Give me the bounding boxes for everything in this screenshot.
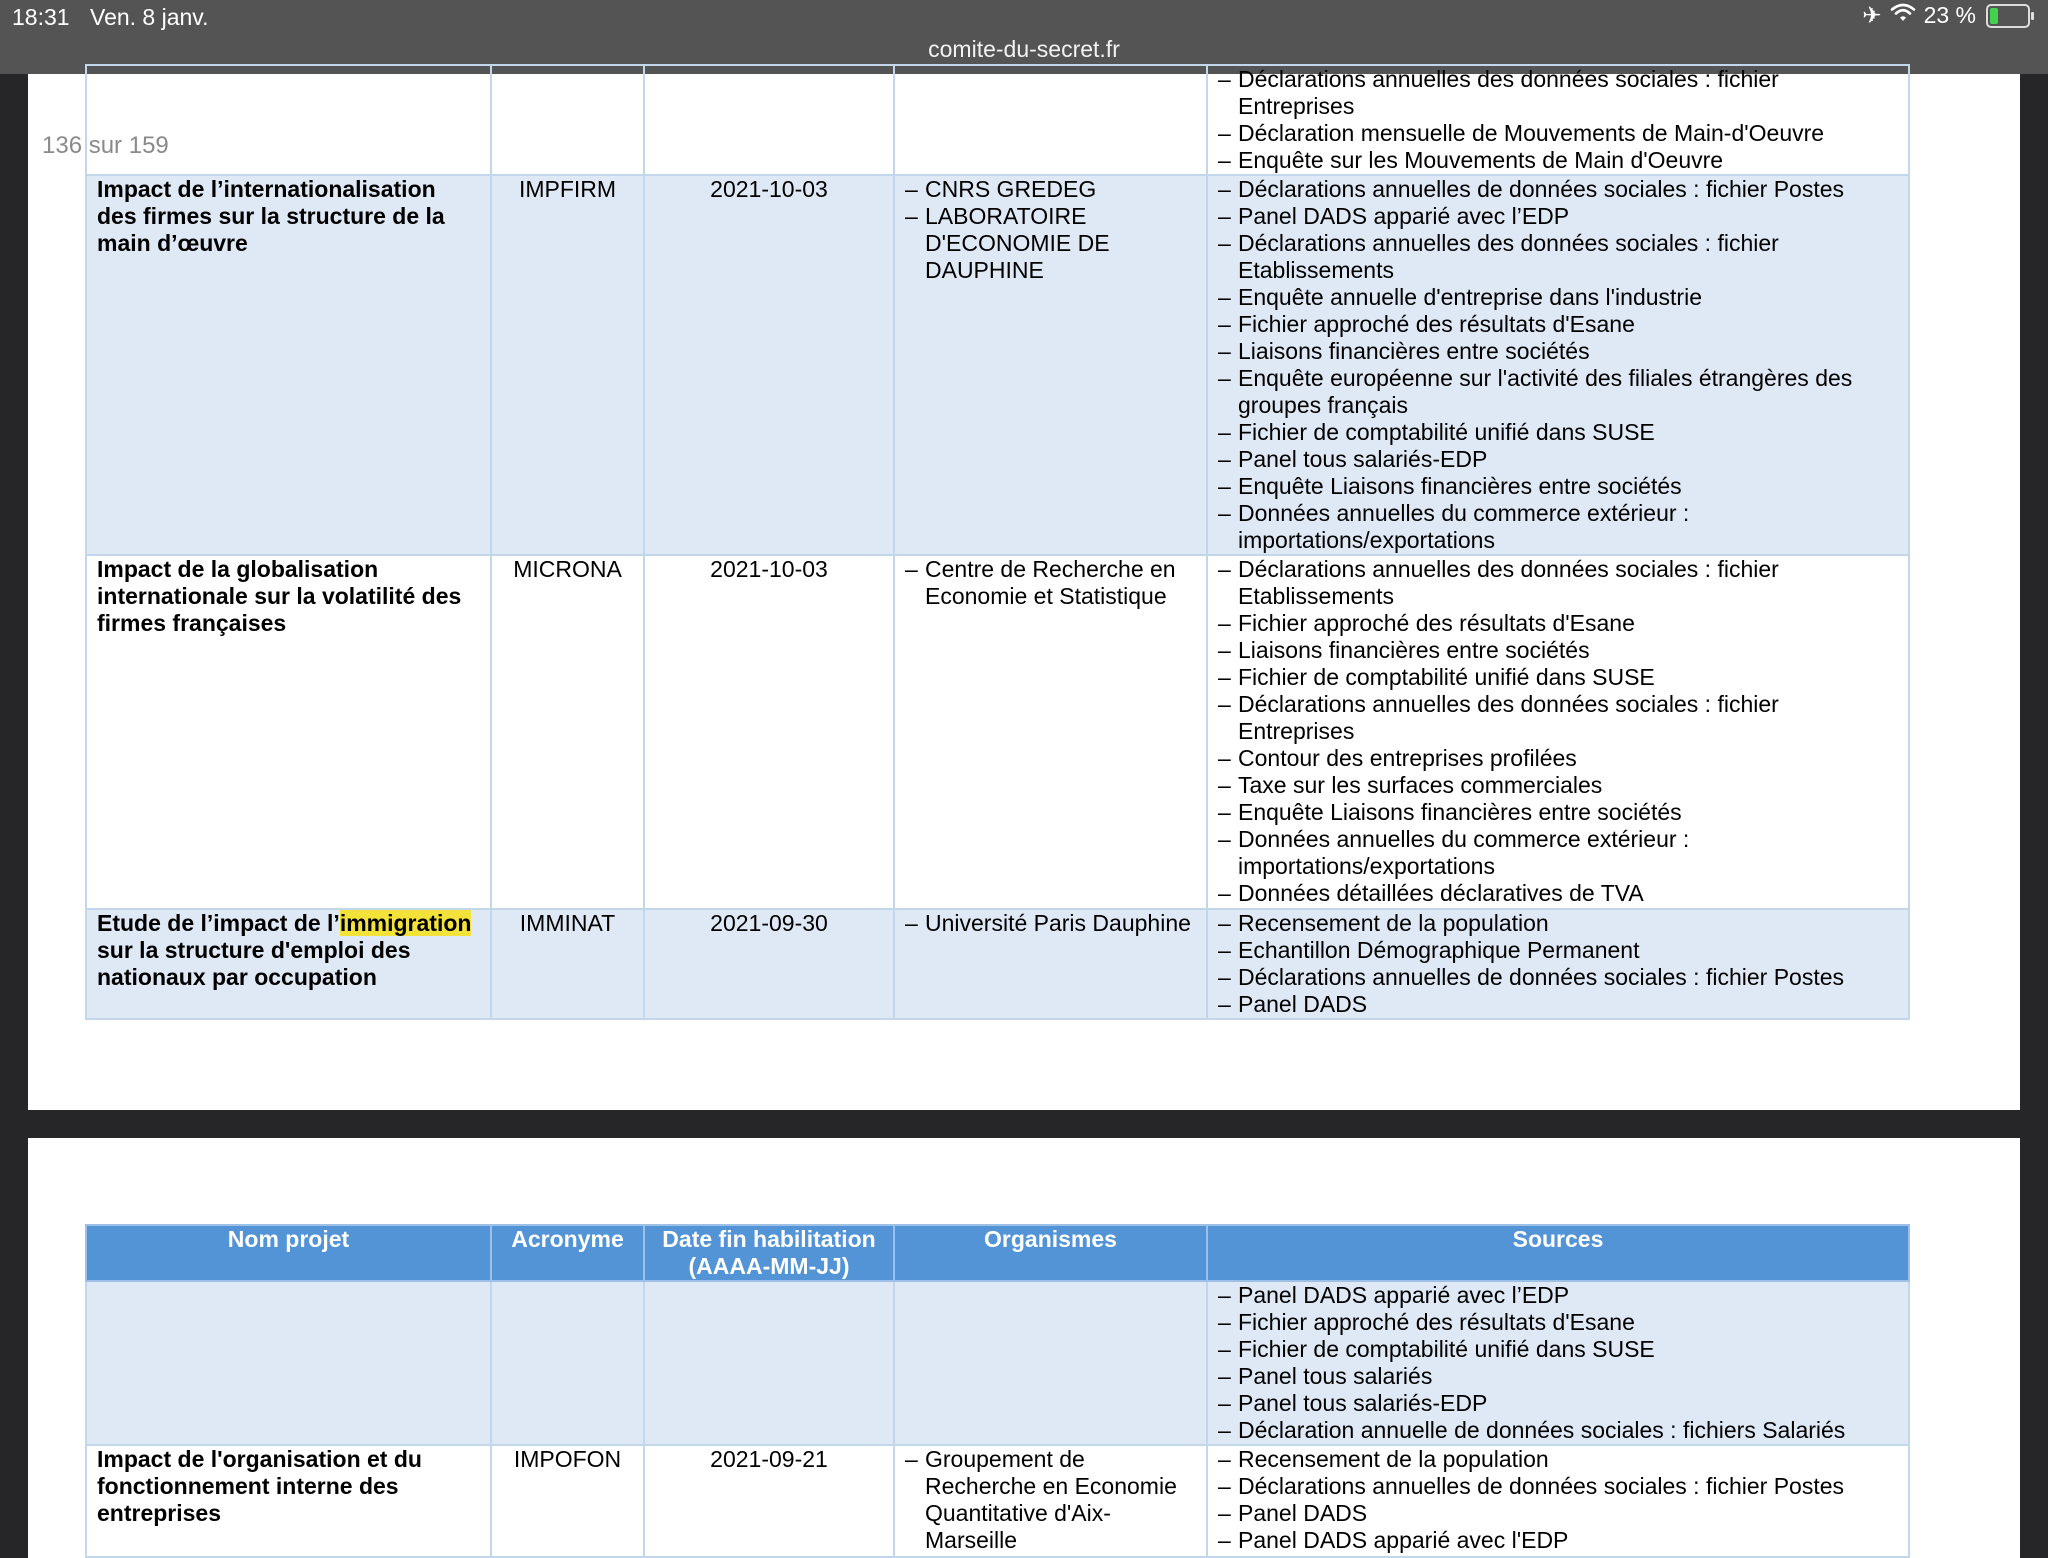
list-item: – CNRS GREDEG (905, 176, 1196, 203)
project-date: 2021-09-21 (644, 1445, 894, 1557)
list-item: – Déclarations annuelles des données sociales : fichier Entreprises (1218, 691, 1898, 745)
list-item: – Données annuelles du commerce extérieur : importations/exportations (1218, 500, 1898, 554)
sources-list (1218, 66, 1898, 174)
header-nom-projet: Nom projet (86, 1225, 491, 1281)
projects-table-page2 (85, 1224, 1910, 1558)
header-sources: Sources (1207, 1225, 1909, 1281)
organismes-cell (894, 909, 1207, 1019)
project-acronym: IMPOFON (491, 1445, 644, 1557)
list-item: – Contour des entreprises profilées (1218, 745, 1898, 772)
project-acronym: MICRONA (491, 555, 644, 909)
list-item: – Enquête annuelle d'entreprise dans l'industrie (1218, 284, 1898, 311)
status-bar (0, 0, 2048, 74)
airplane-icon: ✈ (1862, 2, 1882, 28)
list-item: – Déclarations annuelles des données sociales : fichier Etablissements (1218, 556, 1898, 610)
list-item: – Panel DADS apparié avec l'EDP (1218, 1527, 1898, 1554)
sources-list (1218, 910, 1898, 1018)
list-item: – Données annuelles du commerce extérieur : importations/exportations (1218, 826, 1898, 880)
project-date: 2021-10-03 (644, 555, 894, 909)
sources-cell (1207, 909, 1909, 1019)
list-item: – Fichier de comptabilité unifié dans SUSE (1218, 664, 1898, 691)
table-row (86, 175, 1909, 555)
project-date: 2021-10-03 (644, 175, 894, 555)
project-date: 2021-09-30 (644, 909, 894, 1019)
list-item: – Liaisons financières entre sociétés (1218, 637, 1898, 664)
battery-percent: 23 % (1923, 2, 1976, 28)
list-item: – Fichier de comptabilité unifié dans SUSE (1218, 1336, 1898, 1363)
sources-cell (1207, 1281, 1909, 1445)
header-date-fin: Date fin habilitation (AAAA-MM-JJ) (644, 1225, 894, 1281)
project-name: Impact de la globalisation internationale sur la volatilité des firmes françaises (86, 555, 491, 909)
organismes-list (905, 1446, 1196, 1554)
project-name: Impact de l’internationalisation des firmes sur la structure de la main d’œuvre (86, 175, 491, 555)
list-item: – Panel DADS (1218, 991, 1898, 1018)
table-row (86, 1445, 1909, 1557)
address-bar-url[interactable]: comite-du-secret.fr (928, 36, 1120, 62)
list-item: – Fichier de comptabilité unifié dans SUSE (1218, 419, 1898, 446)
project-name (86, 909, 491, 1019)
sources-list (1218, 1282, 1898, 1444)
list-item: – Déclaration mensuelle de Mouvements de Main-d'Oeuvre (1218, 120, 1898, 147)
table-row (86, 909, 1909, 1019)
list-item: – Déclaration annuelle de données sociales : fichiers Salariés (1218, 1417, 1898, 1444)
list-item: – Université Paris Dauphine (905, 910, 1196, 937)
project-name: Impact de l'organisation et du fonctionnement interne des entreprises (86, 1445, 491, 1557)
list-item: – Enquête Liaisons financières entre sociétés (1218, 473, 1898, 500)
project-acronym: IMPFIRM (491, 175, 644, 555)
list-item: – Panel DADS apparié avec l’EDP (1218, 1282, 1898, 1309)
list-item: – Panel tous salariés (1218, 1363, 1898, 1390)
table-row (86, 65, 1909, 175)
header-acronyme: Acronyme (491, 1225, 644, 1281)
search-highlight: immigration (339, 910, 472, 936)
organismes-cell (894, 1445, 1207, 1557)
organismes-cell (894, 555, 1207, 909)
sources-cell (1207, 1445, 1909, 1557)
sources-cell (1207, 555, 1909, 909)
list-item: – Groupement de Recherche en Economie Quantitative d'Aix-Marseille (905, 1446, 1196, 1554)
organismes-list (905, 556, 1196, 610)
list-item: – Enquête Liaisons financières entre sociétés (1218, 799, 1898, 826)
sources-list (1218, 176, 1898, 554)
organismes-list (905, 910, 1196, 937)
project-name-part: Etude de l’impact de l’ (97, 910, 340, 936)
list-item: – Déclarations annuelles des données sociales : fichier Entreprises (1218, 66, 1898, 120)
list-item: – Taxe sur les surfaces commerciales (1218, 772, 1898, 799)
list-item: – Centre de Recherche en Economie et Statistique (905, 556, 1196, 610)
list-item: – Déclarations annuelles de données sociales : fichier Postes (1218, 964, 1898, 991)
status-time: 18:31 (12, 4, 70, 30)
list-item: – Fichier approché des résultats d'Esane (1218, 311, 1898, 338)
table-row (86, 1281, 1909, 1445)
list-item: – LABORATOIRE D'ECONOMIE DE DAUPHINE (905, 203, 1196, 284)
table-header-row (86, 1225, 1909, 1281)
page-counter: 136 sur 159 (38, 132, 173, 160)
list-item: – Panel tous salariés-EDP (1218, 446, 1898, 473)
list-item: – Recensement de la population (1218, 1446, 1898, 1473)
list-item: – Panel DADS apparié avec l’EDP (1218, 203, 1898, 230)
list-item: – Enquête sur les Mouvements de Main d'Oeuvre (1218, 147, 1898, 174)
organismes-cell (894, 175, 1207, 555)
list-item: – Données détaillées déclaratives de TVA (1218, 880, 1898, 907)
list-item: – Fichier approché des résultats d'Esane (1218, 1309, 1898, 1336)
list-item: – Déclarations annuelles des données sociales : fichier Etablissements (1218, 230, 1898, 284)
wifi-icon (1890, 2, 1916, 29)
status-indicators (1862, 2, 2030, 29)
battery-icon (1986, 4, 2030, 28)
list-item: – Liaisons financières entre sociétés (1218, 338, 1898, 365)
list-item: – Enquête européenne sur l'activité des filiales étrangères des groupes français (1218, 365, 1898, 419)
list-item: – Echantillon Démographique Permanent (1218, 937, 1898, 964)
header-organismes: Organismes (894, 1225, 1207, 1281)
sources-list (1218, 556, 1898, 907)
project-name-part: sur la structure d'emploi des nationaux par occupation (97, 937, 411, 990)
battery-fill (1990, 8, 1998, 24)
list-item: – Panel tous salariés-EDP (1218, 1390, 1898, 1417)
list-item: – Déclarations annuelles de données sociales : fichier Postes (1218, 1473, 1898, 1500)
sources-list (1218, 1446, 1898, 1554)
list-item: – Panel DADS (1218, 1500, 1898, 1527)
list-item: – Déclarations annuelles de données sociales : fichier Postes (1218, 176, 1898, 203)
organismes-list (905, 176, 1196, 284)
table-row (86, 555, 1909, 909)
sources-cell (1207, 175, 1909, 555)
sources-cell (1207, 65, 1909, 175)
project-acronym: IMMINAT (491, 909, 644, 1019)
projects-table-page1 (85, 64, 1910, 1020)
list-item: – Recensement de la population (1218, 910, 1898, 937)
status-date: Ven. 8 janv. (90, 4, 209, 30)
list-item: – Fichier approché des résultats d'Esane (1218, 610, 1898, 637)
